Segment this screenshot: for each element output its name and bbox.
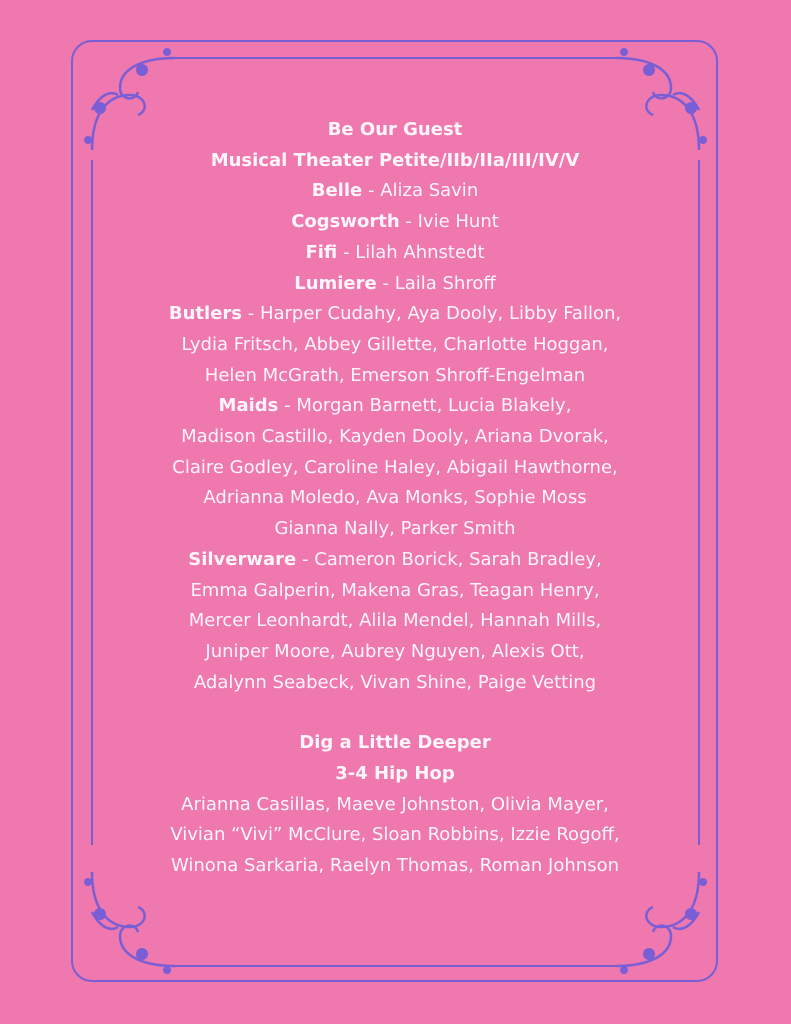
cast-names: Gianna Nally, Parker Smith bbox=[274, 518, 516, 540]
ornament-dot bbox=[136, 64, 148, 76]
role-name: Fifi bbox=[305, 241, 338, 263]
ornament-dot bbox=[620, 966, 628, 974]
ornament-dot bbox=[643, 948, 655, 960]
role-name: Butlers bbox=[168, 303, 242, 325]
section-subtitle: 3-4 Hip Hop bbox=[335, 763, 455, 785]
role-separator: - bbox=[362, 180, 381, 202]
ornament-dot bbox=[84, 136, 92, 144]
section-title: Dig a Little Deeper bbox=[299, 732, 491, 754]
cast-names: Harper Cudahy, Aya Dooly, Libby Fallon, bbox=[259, 303, 622, 325]
cast-names: Ivie Hunt bbox=[417, 211, 499, 233]
role-name: Maids bbox=[218, 395, 279, 417]
cast-names: Juniper Moore, Aubrey Nguyen, Alexis Ott, bbox=[205, 640, 585, 662]
cast-list bbox=[95, 790, 695, 882]
ornament-dot bbox=[643, 64, 655, 76]
role-separator: - bbox=[337, 241, 356, 263]
ornament-dot bbox=[699, 136, 707, 144]
role-list bbox=[95, 176, 695, 698]
ornament-dot bbox=[620, 48, 628, 56]
role-name: Belle bbox=[311, 180, 363, 202]
cast-names-line bbox=[95, 576, 695, 607]
cast-names-line: Winona Sarkaria, Raelyn Thomas, Roman Johnson bbox=[171, 855, 619, 877]
ornament-dot bbox=[163, 966, 171, 974]
ornament-dot bbox=[94, 908, 106, 920]
cast-names: Aliza Savin bbox=[380, 180, 479, 202]
ornament-dot bbox=[136, 948, 148, 960]
cast-names-line bbox=[95, 483, 695, 514]
cast-names: Adalynn Seabeck, Vivan Shine, Paige Vetting bbox=[193, 671, 597, 693]
corner-flourish-bottom-right bbox=[616, 872, 699, 966]
role-line bbox=[95, 545, 695, 576]
cast-names-line bbox=[95, 668, 695, 699]
cast-names: Mercer Leonhardt, Alila Mendel, Hannah Mills, bbox=[188, 610, 602, 632]
cast-names: Helen McGrath, Emerson Shroff-Engelman bbox=[204, 364, 586, 386]
ornament-dot bbox=[94, 102, 106, 114]
cast-names: Emma Galperin, Makena Gras, Teagan Henry, bbox=[190, 579, 600, 601]
role-line bbox=[95, 391, 695, 422]
corner-flourish-bottom-left bbox=[92, 872, 175, 966]
ornament-dot bbox=[685, 908, 697, 920]
cast-names: Lilah Ahnstedt bbox=[355, 241, 485, 263]
cast-names-line bbox=[95, 361, 695, 392]
role-name: Cogsworth bbox=[291, 211, 400, 233]
cast-names: Claire Godley, Caroline Haley, Abigail Hawthorne, bbox=[172, 456, 618, 478]
role-line bbox=[95, 299, 695, 330]
role-separator: - bbox=[278, 395, 297, 417]
cast-names-line bbox=[95, 453, 695, 484]
cast-names: Lydia Fritsch, Abbey Gillette, Charlotte Hoggan, bbox=[181, 333, 609, 355]
ornament-dot bbox=[163, 48, 171, 56]
cast-names-line bbox=[95, 330, 695, 361]
section-subtitle: Musical Theater Petite/IIb/IIa/III/IV/V bbox=[210, 149, 580, 171]
cast-names-line bbox=[95, 606, 695, 637]
section-spacer bbox=[95, 698, 695, 728]
role-line bbox=[95, 238, 695, 269]
role-separator: - bbox=[399, 211, 418, 233]
cast-names: Morgan Barnett, Lucia Blakely, bbox=[296, 395, 572, 417]
cast-names-line: Vivian “Vivi” McClure, Sloan Robbins, Izzie Rogoff, bbox=[170, 824, 620, 846]
role-separator: - bbox=[376, 272, 395, 294]
cast-names-line bbox=[95, 637, 695, 668]
role-name: Silverware bbox=[188, 548, 297, 570]
role-separator: - bbox=[296, 548, 315, 570]
role-separator: - bbox=[242, 303, 260, 325]
role-line bbox=[95, 269, 695, 300]
cast-names: Madison Castillo, Kayden Dooly, Ariana Dvorak, bbox=[181, 426, 609, 448]
role-name: Lumiere bbox=[294, 272, 377, 294]
cast-names: Laila Shroff bbox=[394, 272, 496, 294]
ornament-dot bbox=[699, 878, 707, 886]
ornament-dot bbox=[84, 878, 92, 886]
program-content bbox=[95, 115, 695, 882]
ornament-dot bbox=[685, 102, 697, 114]
role-line bbox=[95, 176, 695, 207]
cast-names-line: Arianna Casillas, Maeve Johnston, Olivia Mayer, bbox=[181, 793, 609, 815]
cast-names-line bbox=[95, 514, 695, 545]
cast-names-line bbox=[95, 422, 695, 453]
cast-names: Adrianna Moledo, Ava Monks, Sophie Moss bbox=[203, 487, 587, 509]
role-line bbox=[95, 207, 695, 238]
cast-names: Cameron Borick, Sarah Bradley, bbox=[314, 548, 602, 570]
section-title: Be Our Guest bbox=[327, 119, 463, 140]
